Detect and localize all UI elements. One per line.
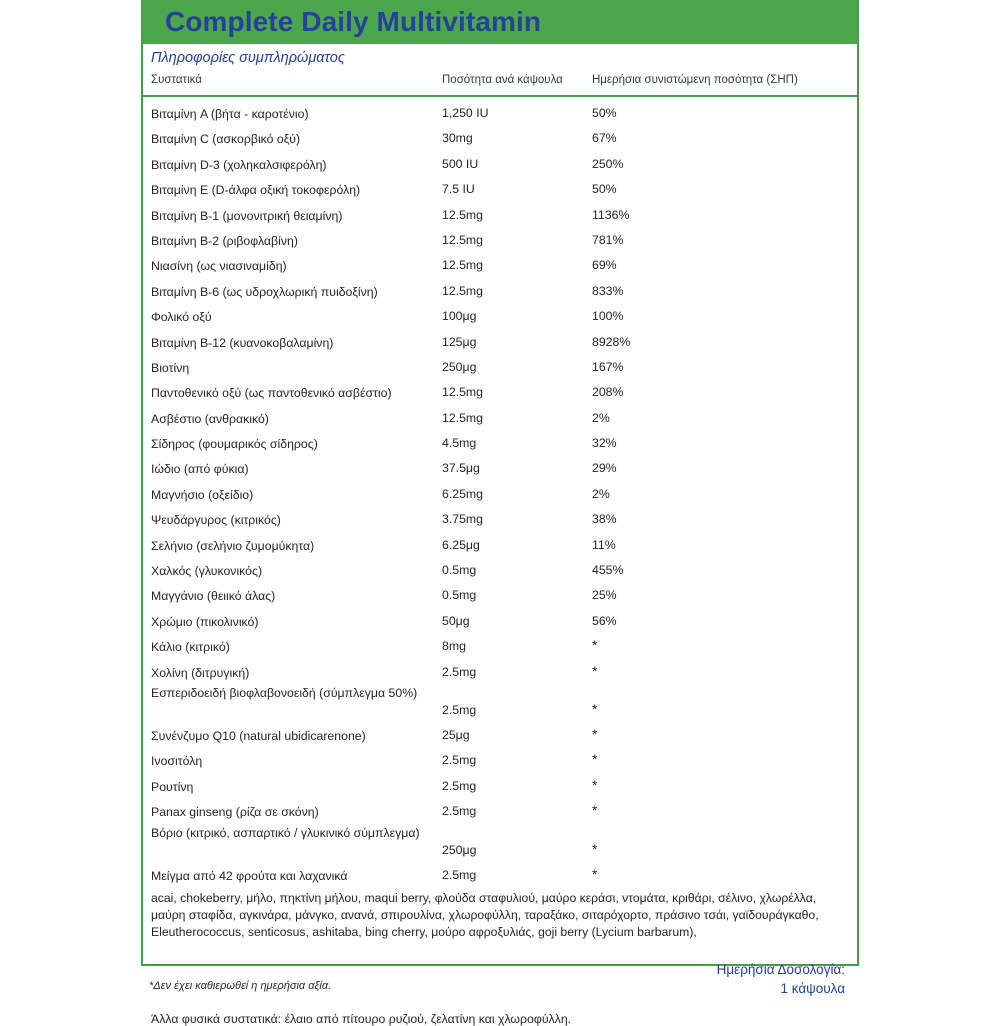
ingredient-name: Φολικό οξύ: [151, 310, 212, 325]
ingredient-name: Βιταμίνη E (D-άλφα οξική τοκοφερόλη): [151, 183, 361, 198]
ingredient-amount: 0.5mg: [442, 588, 477, 603]
table-row: [143, 253, 857, 278]
table-row: [143, 228, 857, 253]
ingredient-name: Ινοσιτόλη: [151, 754, 203, 769]
ingredient-daily-value: *: [592, 700, 598, 717]
table-row: [143, 774, 857, 799]
ingredient-daily-value: 29%: [592, 461, 617, 476]
ingredient-daily-value: 69%: [592, 258, 617, 273]
ingredient-daily-value: *: [592, 802, 598, 819]
ingredient-name: Βιταμίνη B-2 (ριβοφλαβίνη): [151, 233, 298, 248]
column-header-amount: Ποσότητα ανά κάψουλα: [442, 74, 563, 86]
ingredient-name: Βιταμίνη B-12 (κυανοκοβαλαμίνη): [151, 335, 334, 350]
ingredient-daily-value: 38%: [592, 512, 617, 527]
ingredient-amount: 12.5mg: [442, 232, 484, 247]
daily-value-footnote: *Δεν έχει καθιερωθεί η ημερήσια αξία.: [149, 980, 332, 992]
ingredient-name: Εσπεριδοειδή βιοφλαβονοειδή (σύμπλεγμα 50%): [151, 685, 418, 700]
table-row: [143, 101, 857, 126]
ingredient-name: Ασβέστιο (ανθρακικό): [151, 411, 269, 426]
fruit-vegetable-blend-text: acai, chokeberry, μήλο, πηκτίνη μήλου, maqui berry, φλούδα σταφυλιού, μαύρο κεράσι, ντομάτα, κριθάρι, σέλινο, χλωρέλλα, μαύρη σταφίδα, αγκινάρα, μάνγκο, ανανά, σπιρουλίνα, χλωροφύλλη, ταραξάκο, σιταρόχορτο, πράσινο τσάι, γαϊδουράγκαθο, Eleutherococcus, senticosus, ashitaba, bing cherry, μούρο αφροξυλιάς, goji berry (Lycium barbarum),: [151, 890, 819, 940]
supplement-facts-rows: [143, 97, 857, 888]
ingredient-amount: 6.25mg: [442, 486, 484, 501]
dosage-label: Ημερήσια Δοσολογία:: [716, 961, 845, 977]
ingredient-name: Panax ginseng (ρίζα σε σκόνη): [151, 805, 319, 820]
ingredient-daily-value: 2%: [592, 410, 610, 425]
ingredient-amount: 50μg: [442, 613, 470, 628]
ingredient-daily-value: 25%: [592, 588, 617, 603]
ingredient-name: Ιώδιο (από φύκια): [151, 462, 249, 477]
ingredient-daily-value: *: [592, 725, 598, 742]
ingredient-amount: 2.5mg: [442, 867, 477, 882]
dosage-value: 1 κάψουλα: [780, 980, 845, 996]
ingredient-daily-value: 56%: [592, 613, 617, 628]
ingredient-amount: 100μg: [442, 309, 477, 324]
ingredient-amount: 125μg: [442, 334, 477, 349]
ingredient-daily-value: 781%: [592, 232, 624, 247]
ingredient-daily-value: 2%: [592, 486, 610, 501]
ingredient-daily-value: 11%: [592, 537, 616, 552]
ingredient-daily-value: 833%: [592, 283, 624, 298]
ingredient-amount: 37.5μg: [442, 461, 480, 476]
ingredient-daily-value: 8928%: [592, 334, 631, 349]
ingredient-name: Παντοθενικό οξύ (ως παντοθενικό ασβέστιο): [151, 386, 392, 401]
table-row: [143, 431, 857, 456]
ingredient-name: Σελήνιο (σελήνιο ζυμομύκητα): [151, 538, 315, 553]
table-row: [143, 634, 857, 659]
ingredient-amount: 2.5mg: [442, 664, 477, 679]
ingredient-name: Συνένζυμο Q10 (natural ubidicarenone): [151, 728, 366, 743]
ingredient-name: Χρώμιο (πικολινικό): [151, 614, 259, 629]
ingredient-name: Ρουτίνη: [151, 779, 194, 794]
ingredient-daily-value: 250%: [592, 156, 624, 171]
ingredient-amount: 0.5mg: [442, 563, 477, 578]
ingredient-daily-value: 167%: [592, 359, 624, 374]
table-row: [143, 748, 857, 773]
table-row: [143, 126, 857, 151]
table-row: [143, 799, 857, 824]
other-ingredients-text: Άλλα φυσικά συστατικά: έλαιο από πίτουρο ρυζιού, ζελατίνη και χλωροφύλλη.: [151, 1011, 572, 1026]
table-row: [143, 723, 857, 748]
ingredient-name: Βιταμίνη C (ασκορβικό οξύ): [151, 132, 301, 147]
table-row: [143, 685, 857, 723]
table-row: [143, 482, 857, 507]
ingredient-amount: 30mg: [442, 131, 473, 146]
facts-heading: Πληροφορίες συμπληρώματος: [151, 50, 345, 66]
ingredient-name: Βιταμίνη B-6 (ως υδροχλωρική πυιδοξίνη): [151, 284, 378, 299]
ingredient-amount: 12.5mg: [442, 207, 484, 222]
column-header-ingredient: Συστατικά: [151, 74, 202, 86]
ingredient-amount: 250μg: [442, 359, 477, 374]
ingredient-name: Βιταμίνη A (βήτα - καροτένιο): [151, 107, 309, 121]
table-row: [143, 660, 857, 685]
supplement-facts-header: [143, 44, 857, 68]
table-row: [143, 558, 857, 583]
table-row: [143, 203, 857, 228]
ingredient-amount: 6.25μg: [442, 537, 480, 552]
ingredient-name: Χολίνη (διτρυγική): [151, 665, 250, 680]
ingredient-daily-value: *: [592, 865, 598, 882]
ingredient-daily-value: 32%: [592, 436, 617, 451]
ingredient-amount: 2.5mg: [442, 702, 477, 717]
ingredient-daily-value: 455%: [592, 563, 624, 578]
ingredient-amount: 7.5 IU: [442, 182, 475, 197]
ingredient-daily-value: 50%: [592, 182, 617, 197]
ingredient-amount: 2.5mg: [442, 778, 477, 793]
ingredient-amount: 12.5mg: [442, 258, 484, 273]
ingredient-name: Χαλκός (γλυκονικός): [151, 564, 263, 579]
ingredient-daily-value: 100%: [592, 309, 624, 324]
ingredient-amount: 500 IU: [442, 156, 479, 171]
ingredient-daily-value: *: [592, 637, 598, 654]
table-row: [143, 863, 857, 888]
table-row: [143, 330, 857, 355]
ingredient-amount: 12.5mg: [442, 385, 484, 400]
ingredient-name: Βιοτίνη: [151, 360, 190, 375]
product-title-band: [143, 0, 857, 44]
table-row: [143, 533, 857, 558]
table-row: [143, 583, 857, 608]
ingredient-name: Νιασίνη (ως νιασιναμίδη): [151, 259, 287, 274]
ingredient-name: Μαγνήσιο (οξείδιο): [151, 487, 254, 502]
ingredient-daily-value: *: [592, 840, 598, 857]
ingredient-name: Σίδηρος (φουμαρικός σίδηρος): [151, 437, 318, 452]
ingredient-amount: 2.5mg: [442, 804, 477, 819]
ingredient-amount: 3.75mg: [442, 512, 484, 527]
ingredient-name: Μείγμα από 42 φρούτα και λαχανικά: [151, 868, 348, 883]
ingredient-daily-value: 50%: [592, 106, 617, 120]
table-row: [143, 355, 857, 380]
ingredient-daily-value: 1136%: [592, 207, 630, 222]
table-row: [143, 304, 857, 329]
ingredient-amount: 12.5mg: [442, 410, 484, 425]
ingredient-name: Βόριο (κιτρικό, ασπαρτικό / γλυκινικό σύμπλεγμα): [151, 825, 420, 840]
ingredient-name: Βιταμίνη B-1 (μονονιτρική θειαμίνη): [151, 208, 343, 223]
ingredient-amount: 1,250 IU: [442, 106, 489, 120]
ingredient-daily-value: *: [592, 662, 598, 679]
table-column-headers: [143, 71, 857, 97]
ingredient-name: Ψευδάργυρος (κιτρικός): [151, 513, 281, 528]
ingredient-amount: 8mg: [442, 639, 466, 654]
ingredient-amount: 2.5mg: [442, 753, 477, 768]
ingredient-daily-value: 67%: [592, 131, 617, 146]
table-row: [143, 456, 857, 481]
ingredient-amount: 250μg: [442, 842, 477, 857]
ingredient-amount: 4.5mg: [442, 436, 477, 451]
ingredient-daily-value: *: [592, 776, 598, 793]
ingredient-name: Κάλιο (κιτρικό): [151, 640, 230, 655]
table-row: [143, 279, 857, 304]
table-row: [143, 507, 857, 532]
ingredient-daily-value: 208%: [592, 385, 624, 400]
ingredient-daily-value: *: [592, 751, 598, 768]
ingredient-name: Μαγγάνιο (θειικό άλας): [151, 589, 276, 604]
table-row: [143, 152, 857, 177]
table-row: [143, 380, 857, 405]
column-header-daily-value: Ημερήσια συνιστώμενη ποσότητα (ΣΗΠ): [592, 74, 798, 86]
ingredient-name: Βιταμίνη D-3 (χοληκαλσιφερόλη): [151, 157, 327, 172]
ingredient-amount: 12.5mg: [442, 283, 484, 298]
page-title: Complete Daily Multivitamin: [165, 6, 542, 37]
table-row: [143, 177, 857, 202]
ingredient-amount: 25μg: [442, 727, 470, 742]
table-row: [143, 825, 857, 863]
table-row: [143, 406, 857, 431]
table-row: [143, 609, 857, 634]
